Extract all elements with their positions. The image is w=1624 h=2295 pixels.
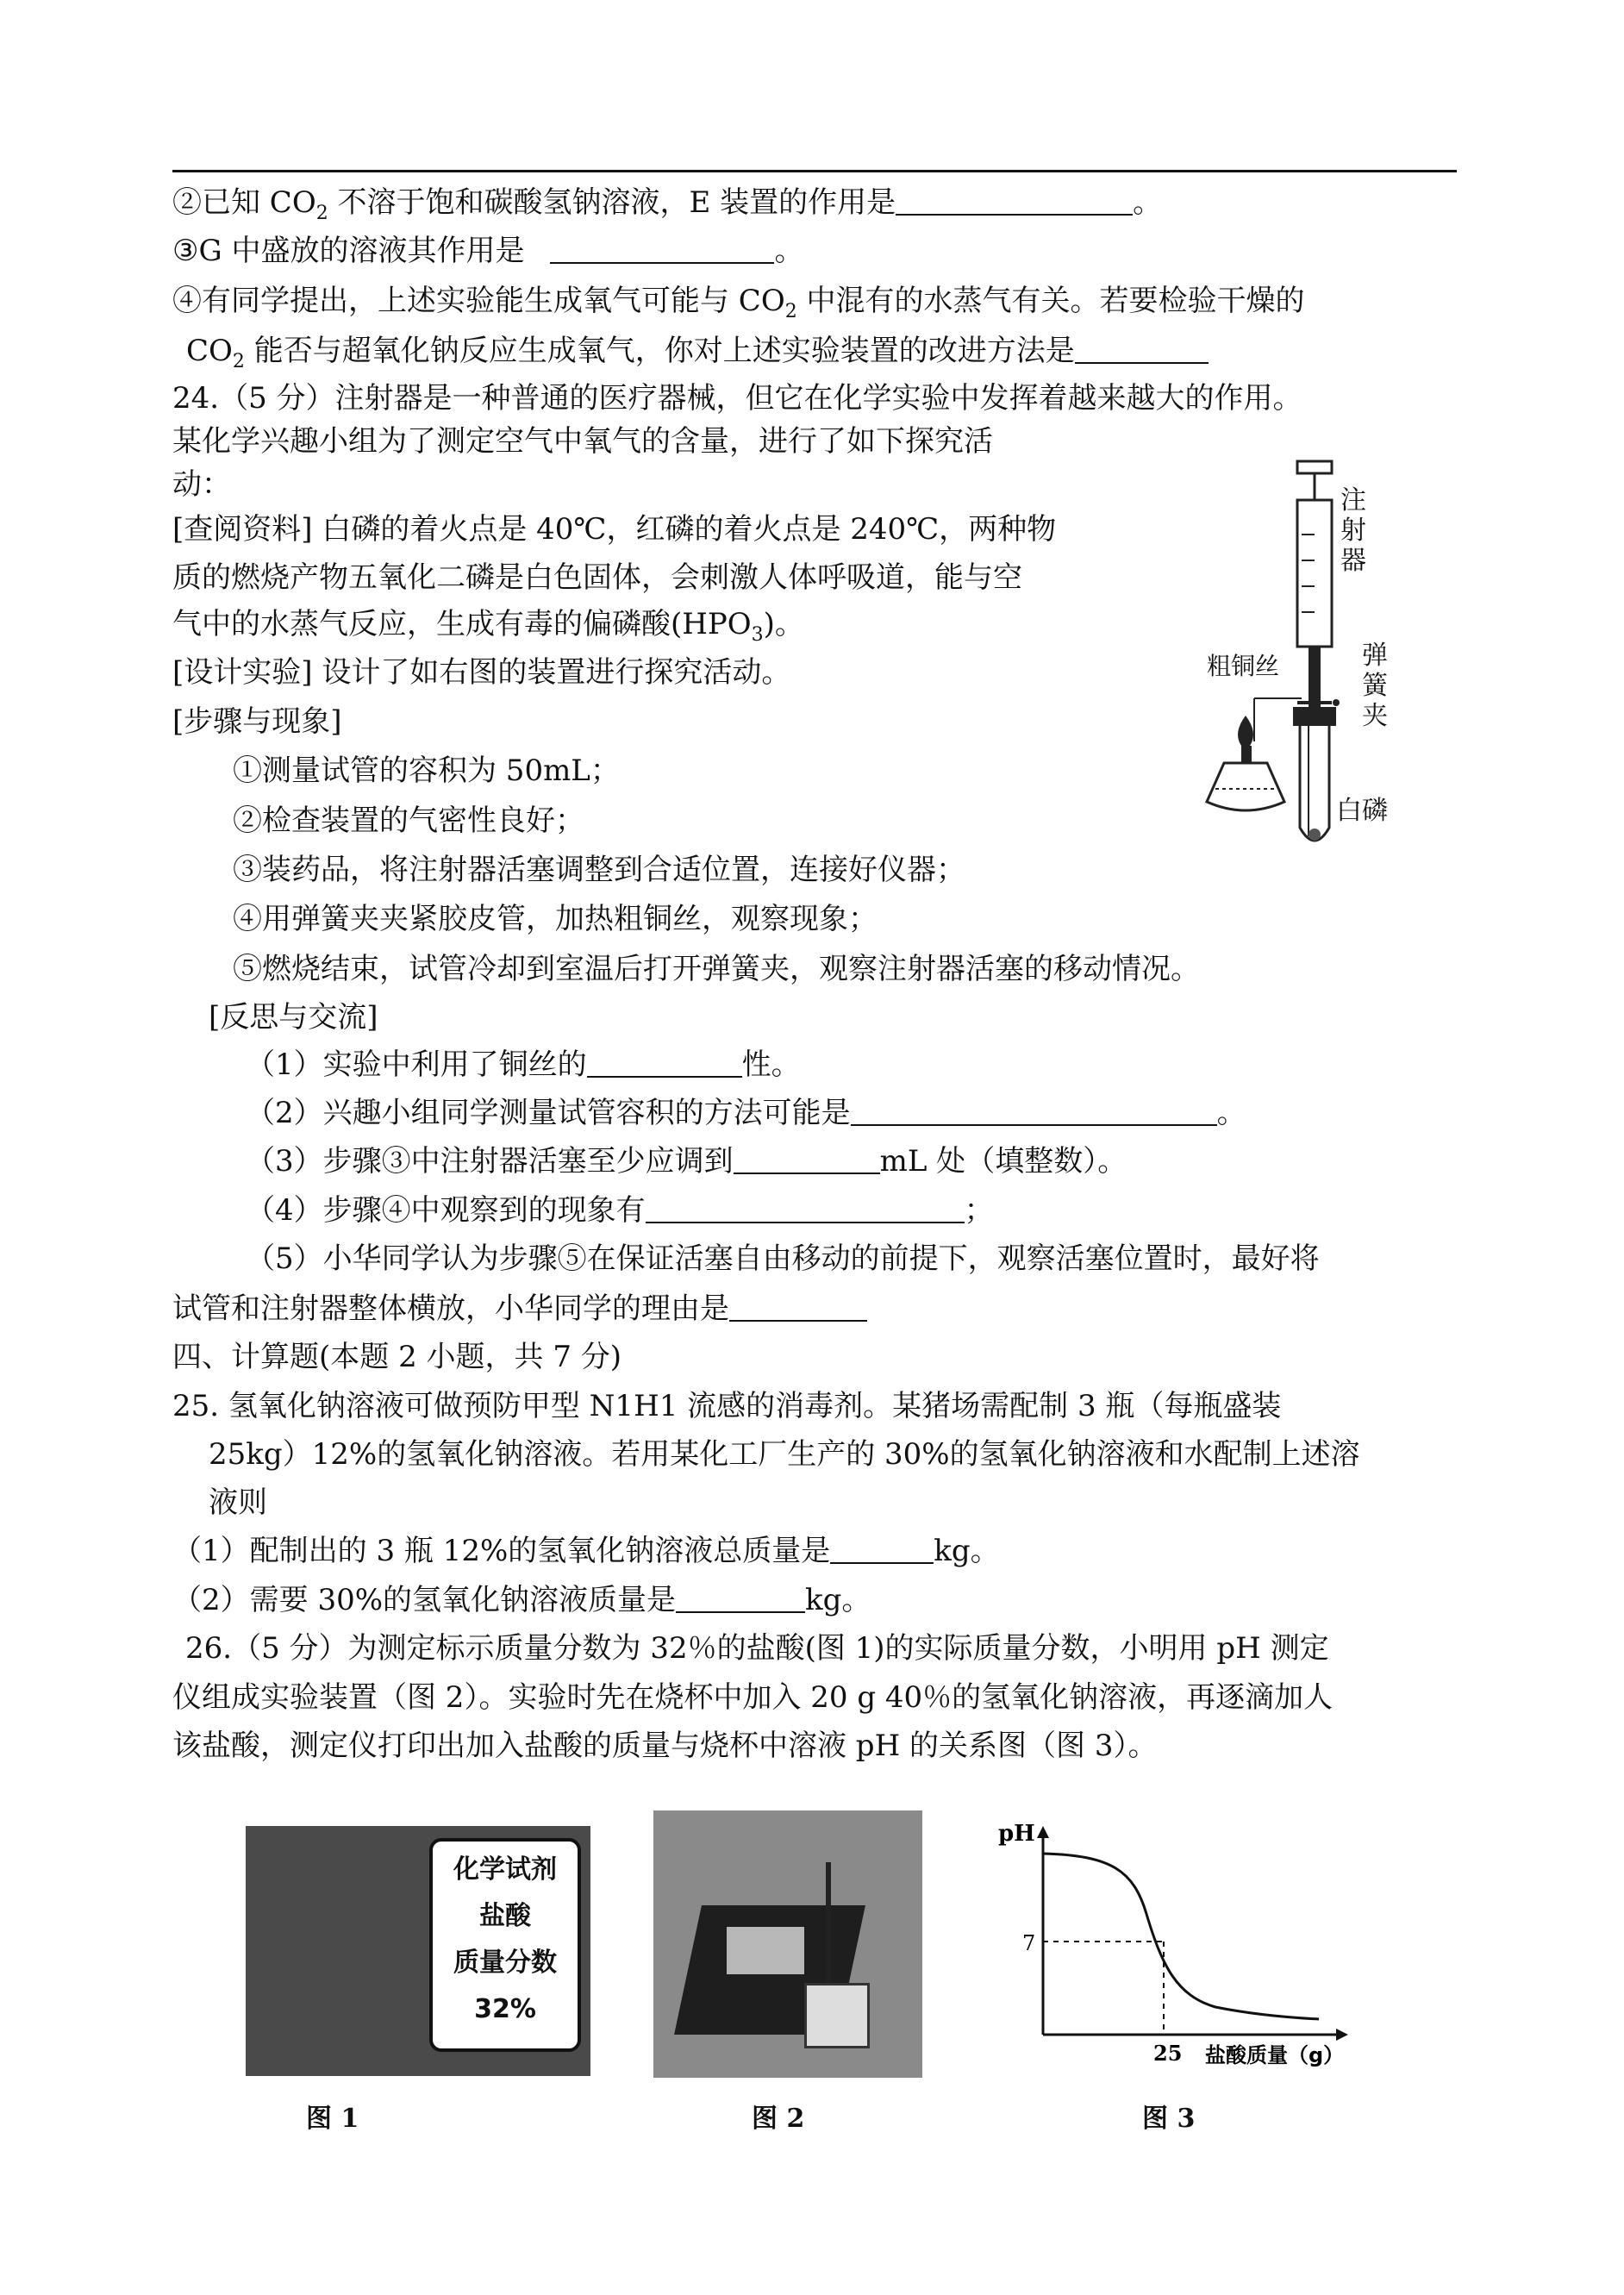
q26-line2: 仪组成实验装置（图 2）。实验时先在烧杯中加入 20 g 40％的氢氧化钠溶液，再逐滴加人 xyxy=(172,1680,1334,1715)
q24-line5: 质的燃烧产物五氧化二磷是白色固体，会刺激人体呼吸道，能与空 xyxy=(172,560,1022,595)
q24-line8: [步骤与现象] xyxy=(172,704,342,739)
fig3-xlabel: 盐酸质量（g） xyxy=(1205,2043,1345,2067)
q24-reflect2: （2）兴趣小组同学测量试管容积的方法可能是 。 xyxy=(246,1096,1246,1130)
fig3-xtick: 25 xyxy=(1153,2041,1183,2066)
q23-line3: ③G 中盛放的溶液其作用是 。 xyxy=(172,234,804,268)
q24-line6: 气中的水蒸气反应，生成有毒的偏磷酸$(HPO_3)$。 xyxy=(172,607,804,646)
fig3-caption: 图 3 xyxy=(1142,2104,1196,2134)
answer-blank[interactable] xyxy=(587,1050,742,1078)
label-clamp-3: 夹 xyxy=(1362,701,1388,731)
q25-line1: 25. 氢氧化钠溶液可做预防甲型 N1H1 流感的消毒剂。某猪场需配制 3 瓶（每瓶盛装 xyxy=(172,1389,1282,1423)
q26-line1: 26.（5 分）为测定标示质量分数为 32％的盐酸(图 1)的实际质量分数，小明用 pH 测定 xyxy=(185,1631,1329,1666)
fig3-ylabel: pH xyxy=(998,1821,1035,1847)
answer-blank[interactable] xyxy=(676,1585,805,1613)
label-syringe-3: 器 xyxy=(1340,546,1366,576)
q25-part1: （1）配制出的 3 瓶 12%的氢氧化钠溶液总质量是 kg。 xyxy=(172,1534,1000,1568)
q24-line4: [查阅资料] 白磷的着火点是 40℃，红磷的着火点是 240℃，两种物 xyxy=(172,512,1057,547)
answer-blank[interactable] xyxy=(729,1294,867,1322)
fig1-label-line: 质量分数 xyxy=(453,1948,557,1978)
fig1-label-line: 32% xyxy=(474,1994,536,2024)
label-wire: 粗铜丝 xyxy=(1207,652,1280,680)
q24-reflect-heading: [反思与交流] xyxy=(209,1000,378,1035)
answer-blank[interactable] xyxy=(830,1536,934,1564)
fig3-ytick: 7 xyxy=(1022,1931,1036,1955)
label-phosphorus: 白磷 xyxy=(1336,796,1388,826)
label-clamp-1: 弹 xyxy=(1362,641,1388,671)
answer-blank[interactable] xyxy=(896,188,1133,216)
answer-blank[interactable] xyxy=(646,1196,965,1223)
answer-blank[interactable] xyxy=(550,236,774,264)
q25-part2: （2）需要 30%的氢氧化钠溶液质量是 kg。 xyxy=(172,1583,871,1617)
fig1-caption: 图 1 xyxy=(306,2104,359,2134)
q24-line1: 24.（5 分）注射器是一种普通的医疗器械，但它在化学实验中发挥着越来越大的作用。 xyxy=(172,381,1302,416)
q23-line4: ④有同学提出，上述实验能生成氧气可能与 $CO_2$ 中混有的水蒸气有关。若要检验干燥的 xyxy=(172,284,1305,322)
apparatus-figure xyxy=(1172,448,1448,862)
fig3-ph-chart xyxy=(991,1819,1353,2069)
q24-line7: [设计实验] 设计了如右图的装置进行探究活动。 xyxy=(172,655,791,690)
ph-curve xyxy=(1043,1854,1319,2019)
q24-reflect3: （3）步骤③中注射器活塞至少应调到 mL 处（填整数）。 xyxy=(246,1144,1127,1179)
header-rule xyxy=(172,170,1457,172)
section4-title: 四、计算题(本题 2 小题，共 7 分) xyxy=(172,1340,622,1374)
q24-step1: ①测量试管的容积为 50mL； xyxy=(233,754,620,788)
q24-step3: ③装药品，将注射器活塞调整到合适位置，连接好仪器； xyxy=(233,853,965,887)
fig1-callout xyxy=(429,1838,581,2052)
label-clamp-2: 簧 xyxy=(1362,671,1388,701)
q24-reflect1: （1）实验中利用了铜丝的 性。 xyxy=(246,1047,801,1082)
ph-meter-screen xyxy=(727,1927,804,1974)
q24-line2: 某化学兴趣小组为了测定空气中氧气的含量，进行了如下探究活 xyxy=(172,424,993,459)
answer-blank[interactable] xyxy=(734,1147,880,1174)
label-syringe-2: 射 xyxy=(1340,516,1366,546)
q24-step2: ②检查装置的气密性良好； xyxy=(233,804,584,838)
q24-reflect5: （5）小华同学认为步骤⑤在保证活塞自由移动的前提下，观察活塞位置时，最好将 xyxy=(246,1241,1320,1276)
fig2-caption: 图 2 xyxy=(752,2104,805,2134)
fig2-photo xyxy=(653,1810,922,2078)
fig1-label-line: 化学试剂 xyxy=(453,1854,557,1885)
beaker xyxy=(804,1983,870,2048)
q24-step4: ④用弹簧夹夹紧胶皮管，加热粗铜丝，观察现象； xyxy=(233,902,878,936)
q24-line3: 动： xyxy=(172,467,231,502)
q25-line3: 液则 xyxy=(209,1485,267,1520)
q24-reflect6: 试管和注射器整体横放，小华同学的理由是 xyxy=(172,1290,867,1328)
answer-blank[interactable] xyxy=(851,1098,1217,1126)
q24-step5: ⑤燃烧结束，试管冷却到室温后打开弹簧夹，观察注射器活塞的移动情况。 xyxy=(233,952,1200,986)
label-syringe-1: 注 xyxy=(1340,485,1366,516)
answer-blank[interactable] xyxy=(1075,336,1209,364)
q26-line3: 该盐酸，测定仪打印出加入盐酸的质量与烧杯中溶液 pH 的关系图（图 3）。 xyxy=(172,1729,1158,1763)
q23-line5: $CO_2$ 能否与超氧化钠反应生成氧气，你对上述实验装置的改进方法是 xyxy=(186,332,1209,381)
q25-line2: 25kg）12%的氢氧化钠溶液。若用某化工厂生产的 30%的氢氧化钠溶液和水配制上述溶 xyxy=(209,1437,1360,1472)
fig1-label-line: 盐酸 xyxy=(479,1901,531,1931)
q24-reflect4: （4）步骤④中观察到的现象有 ； xyxy=(246,1193,994,1228)
q23-line2: ②已知 $CO_2$ 不溶于饱和碳酸氢钠溶液，E 装置的作用是 。 xyxy=(172,185,1163,224)
